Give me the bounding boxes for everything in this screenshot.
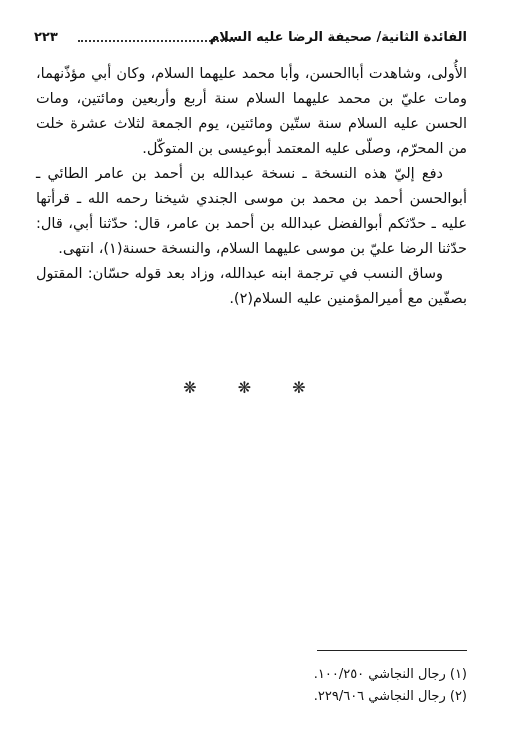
paragraph-1: الأُولى، وشاهدت أباالحسن، وأبا محمد عليهما السلام، وكان أبي مؤذّنهما، ومات عليّ بن محمد عليهما السلام سنة أربع وأربعين ومائتين، ومات الحسن عليه السلام سنة ستّين ومائتين، يوم الجمعة لثلاث عشرة خلت من المحرّم، وصلّى عليه المعتمد أبوعيسى بن المتوكّل. <box>36 66 467 157</box>
main-text <box>36 62 467 312</box>
paragraph-2: دفع إليّ هذه النسخة ـ نسخة عبدالله بن أحمد بن عامر الطائي ـ أبوالحسن أحمد بن محمد بن موسى الجندي شيخنا رحمه الله ـ قرأتها عليه ـ حدّثكم أبوالفضل عبدالله بن أحمد بن عامر، قال: حدّثنا أبي، قال: حدّثنا الرضا عليّ بن موسى عليهما السلام، والنسخة حسنة(١)، انتهى. <box>36 166 467 257</box>
paragraph-3: وساق النسب في ترجمة ابنه عبدالله، وزاد بعد قوله حسّان: المقتول بصفّين مع أميرالمؤمنين عليه السلام(٢). <box>36 266 467 307</box>
footnote-2: (٢) رجال النجاشي ٢٢٩/٦٠٦. <box>313 689 467 704</box>
running-header <box>34 28 467 50</box>
section-ornament: ❋ ❋ ❋ <box>183 378 324 397</box>
leader-dots <box>78 32 235 42</box>
page-number: ٢٢٣ <box>34 30 58 45</box>
footnote-rule <box>317 650 467 651</box>
footnotes <box>36 664 467 708</box>
footnote-1: (١) رجال النجاشي ١٠٠/٢٥٠. <box>313 667 467 682</box>
running-title: الفائدة الثانية/ صحيفة الرضا عليه السلام <box>209 30 467 45</box>
